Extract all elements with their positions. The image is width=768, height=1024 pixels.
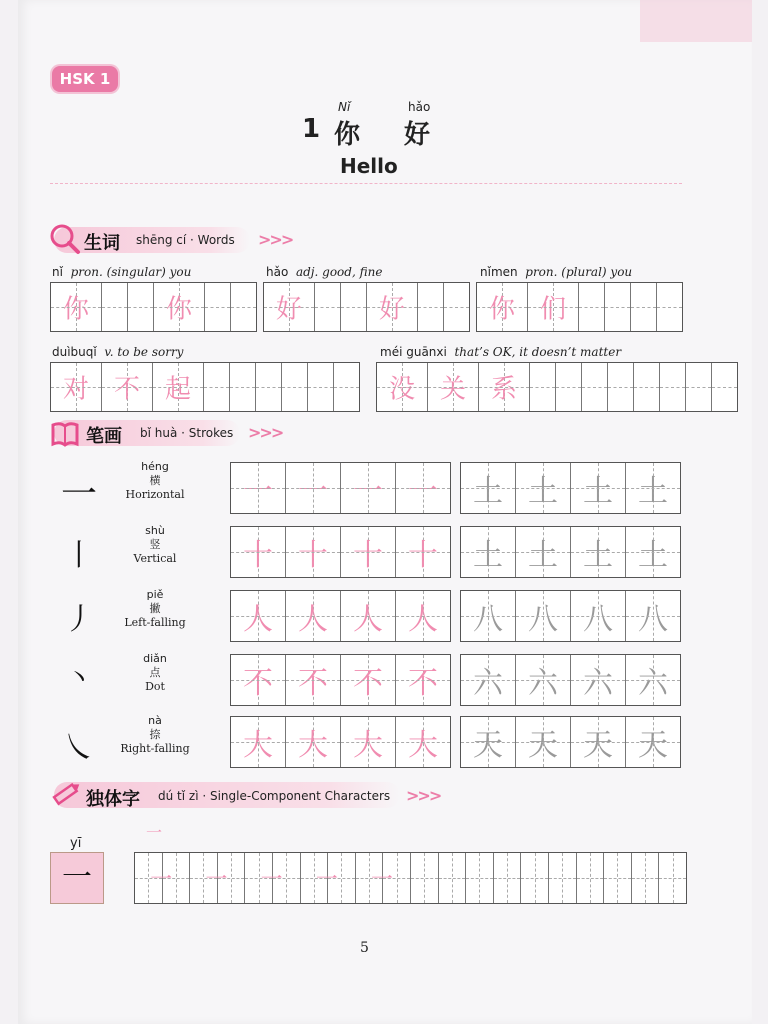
trace-char: 天 bbox=[473, 728, 503, 763]
stroke-label bbox=[110, 652, 200, 694]
vocab-grid-2[interactable] bbox=[263, 282, 470, 332]
trace-char: 天 bbox=[638, 728, 668, 763]
strokes-arrows: >>> bbox=[248, 423, 283, 442]
trace-char: 不 bbox=[408, 666, 438, 701]
stroke-glyph: 丿 bbox=[64, 602, 94, 637]
title-divider bbox=[50, 183, 682, 184]
stroke-practice-grid[interactable] bbox=[230, 716, 451, 768]
stroke-cn: 横 bbox=[149, 474, 161, 487]
stroke-label bbox=[110, 524, 200, 566]
trace-char: 六 bbox=[638, 666, 668, 701]
trace-char: 你 bbox=[62, 294, 89, 325]
stroke-glyph: 一 bbox=[60, 474, 97, 515]
trace-char: 八 bbox=[528, 602, 558, 637]
trace-char: 一 bbox=[408, 474, 438, 509]
trace-char: 一 bbox=[298, 474, 328, 509]
stroke-en: Dot bbox=[145, 680, 165, 693]
stroke-en: Right-falling bbox=[120, 742, 190, 755]
trace-char: 们 bbox=[539, 294, 566, 325]
stroke-cn: 捺 bbox=[149, 728, 161, 741]
trace-char: 人 bbox=[243, 602, 273, 637]
trace-char: 十 bbox=[298, 538, 328, 573]
page-number: 5 bbox=[360, 940, 369, 956]
stroke-pinyin: shù bbox=[145, 524, 165, 537]
single-char-practice-grid[interactable] bbox=[134, 852, 687, 904]
pencil-icon bbox=[50, 776, 84, 810]
trace-char: 大 bbox=[353, 728, 383, 763]
vocab-grid-5[interactable] bbox=[376, 362, 738, 412]
trace-char: 一 bbox=[371, 867, 394, 893]
trace-char: 一 bbox=[315, 867, 338, 893]
lesson-number: 1 bbox=[302, 114, 322, 144]
trace-char: 十 bbox=[353, 538, 383, 573]
stroke-en: Left-falling bbox=[124, 616, 186, 629]
trace-char: 六 bbox=[528, 666, 558, 701]
stroke-en: Horizontal bbox=[125, 488, 185, 501]
trace-char: 好 bbox=[275, 294, 302, 325]
corner-tab bbox=[640, 0, 752, 42]
trace-char: 六 bbox=[473, 666, 503, 701]
search-icon bbox=[48, 222, 82, 256]
trace-char: 土 bbox=[528, 538, 558, 573]
trace-char: 人 bbox=[408, 602, 438, 637]
vocab-label-4: duìbuqǐ v. to be sorry bbox=[52, 345, 184, 359]
trace-char: 土 bbox=[528, 474, 558, 509]
single-title-en: dú tǐ zì · Single-Component Characters bbox=[158, 789, 391, 803]
trace-char: 不 bbox=[113, 374, 140, 405]
trace-char: 一 bbox=[243, 474, 273, 509]
vocab-label-3: nǐmen pron. (plural) you bbox=[480, 265, 633, 279]
trace-char: 一 bbox=[150, 867, 173, 893]
stroke-glyph: 丨 bbox=[64, 538, 94, 573]
stroke-practice-grid[interactable] bbox=[460, 526, 681, 578]
stroke-label bbox=[110, 588, 200, 630]
stroke-glyph: ㇏ bbox=[62, 728, 96, 768]
words-arrows: >>> bbox=[258, 230, 293, 249]
stroke-label bbox=[110, 460, 200, 502]
vocab-label-1: nǐ pron. (singular) you bbox=[52, 265, 192, 279]
trace-char: 土 bbox=[473, 474, 503, 509]
lesson-english: Hello bbox=[340, 154, 398, 178]
trace-char: 天 bbox=[528, 728, 558, 763]
stroke-cn: 点 bbox=[149, 666, 161, 679]
stroke-practice-grid[interactable] bbox=[460, 654, 681, 706]
stroke-cn: 撇 bbox=[149, 602, 161, 615]
trace-char: 起 bbox=[164, 374, 191, 405]
trace-char: 八 bbox=[473, 602, 503, 637]
trace-char: 一 bbox=[260, 867, 283, 893]
stroke-pinyin: nà bbox=[148, 714, 162, 727]
trace-char: 没 bbox=[388, 374, 415, 405]
trace-char: 大 bbox=[408, 728, 438, 763]
title-char-2: 好 bbox=[404, 120, 432, 150]
trace-char: 大 bbox=[243, 728, 273, 763]
strokes-title-en: bǐ huà · Strokes bbox=[140, 426, 234, 440]
trace-char: 土 bbox=[473, 538, 503, 573]
words-title-cn: 生词 bbox=[84, 233, 120, 254]
stroke-pinyin: piě bbox=[146, 588, 164, 601]
trace-char: 八 bbox=[638, 602, 668, 637]
trace-char: 八 bbox=[583, 602, 613, 637]
trace-char: 大 bbox=[298, 728, 328, 763]
single-title-cn: 独体字 bbox=[86, 789, 140, 810]
trace-char: 关 bbox=[439, 374, 466, 405]
level-badge: HSK 1 bbox=[52, 66, 118, 92]
vocab-label-5: méi guānxi that’s OK, it doesn’t matter bbox=[380, 345, 622, 359]
model-char-box bbox=[50, 852, 104, 904]
trace-char: 一 bbox=[205, 867, 228, 893]
model-char: 一 bbox=[62, 860, 92, 895]
stroke-pinyin: héng bbox=[141, 460, 169, 473]
single-char-pinyin: yī bbox=[70, 836, 82, 851]
trace-char: 六 bbox=[583, 666, 613, 701]
trace-char: 一 bbox=[353, 474, 383, 509]
trace-char: 十 bbox=[243, 538, 273, 573]
stroke-practice-grid[interactable] bbox=[230, 462, 451, 514]
trace-char: 人 bbox=[353, 602, 383, 637]
trace-char: 系 bbox=[490, 374, 517, 405]
title-char-1: 你 bbox=[334, 120, 362, 150]
trace-char: 十 bbox=[408, 538, 438, 573]
stroke-cn: 竖 bbox=[149, 538, 161, 551]
vocab-grid-1[interactable] bbox=[50, 282, 257, 332]
stroke-pinyin: diǎn bbox=[143, 652, 167, 665]
trace-char: 土 bbox=[638, 474, 668, 509]
stroke-practice-grid[interactable] bbox=[460, 590, 681, 642]
stroke-practice-grid[interactable] bbox=[460, 462, 681, 514]
stroke-order-guide: 一 bbox=[146, 823, 163, 842]
title-pinyin-1: Nǐ bbox=[338, 100, 351, 114]
vocab-grid-4[interactable] bbox=[50, 362, 360, 412]
words-title-en: shēng cí · Words bbox=[136, 233, 235, 247]
stroke-label bbox=[110, 714, 200, 756]
vocab-label-2: hǎo adj. good, fine bbox=[266, 265, 383, 279]
trace-char: 对 bbox=[62, 374, 89, 405]
title-pinyin-2: hǎo bbox=[408, 100, 431, 114]
trace-char: 天 bbox=[583, 728, 613, 763]
trace-char: 不 bbox=[243, 666, 273, 701]
vocab-grid-3[interactable] bbox=[476, 282, 683, 332]
trace-char: 土 bbox=[583, 474, 613, 509]
book-icon bbox=[50, 420, 80, 448]
stroke-practice-grid[interactable] bbox=[230, 590, 451, 642]
stroke-practice-grid[interactable] bbox=[230, 654, 451, 706]
trace-char: 人 bbox=[298, 602, 328, 637]
trace-char: 土 bbox=[638, 538, 668, 573]
stroke-en: Vertical bbox=[133, 552, 177, 565]
trace-char: 好 bbox=[378, 294, 405, 325]
trace-char: 不 bbox=[353, 666, 383, 701]
stroke-practice-grid[interactable] bbox=[460, 716, 681, 768]
stroke-practice-grid[interactable] bbox=[230, 526, 451, 578]
trace-char: 不 bbox=[298, 666, 328, 701]
stroke-glyph: 丶 bbox=[65, 664, 92, 694]
single-arrows: >>> bbox=[406, 786, 441, 805]
strokes-title-cn: 笔画 bbox=[86, 426, 122, 447]
trace-char: 土 bbox=[583, 538, 613, 573]
trace-char: 你 bbox=[488, 294, 515, 325]
trace-char: 你 bbox=[165, 294, 192, 325]
